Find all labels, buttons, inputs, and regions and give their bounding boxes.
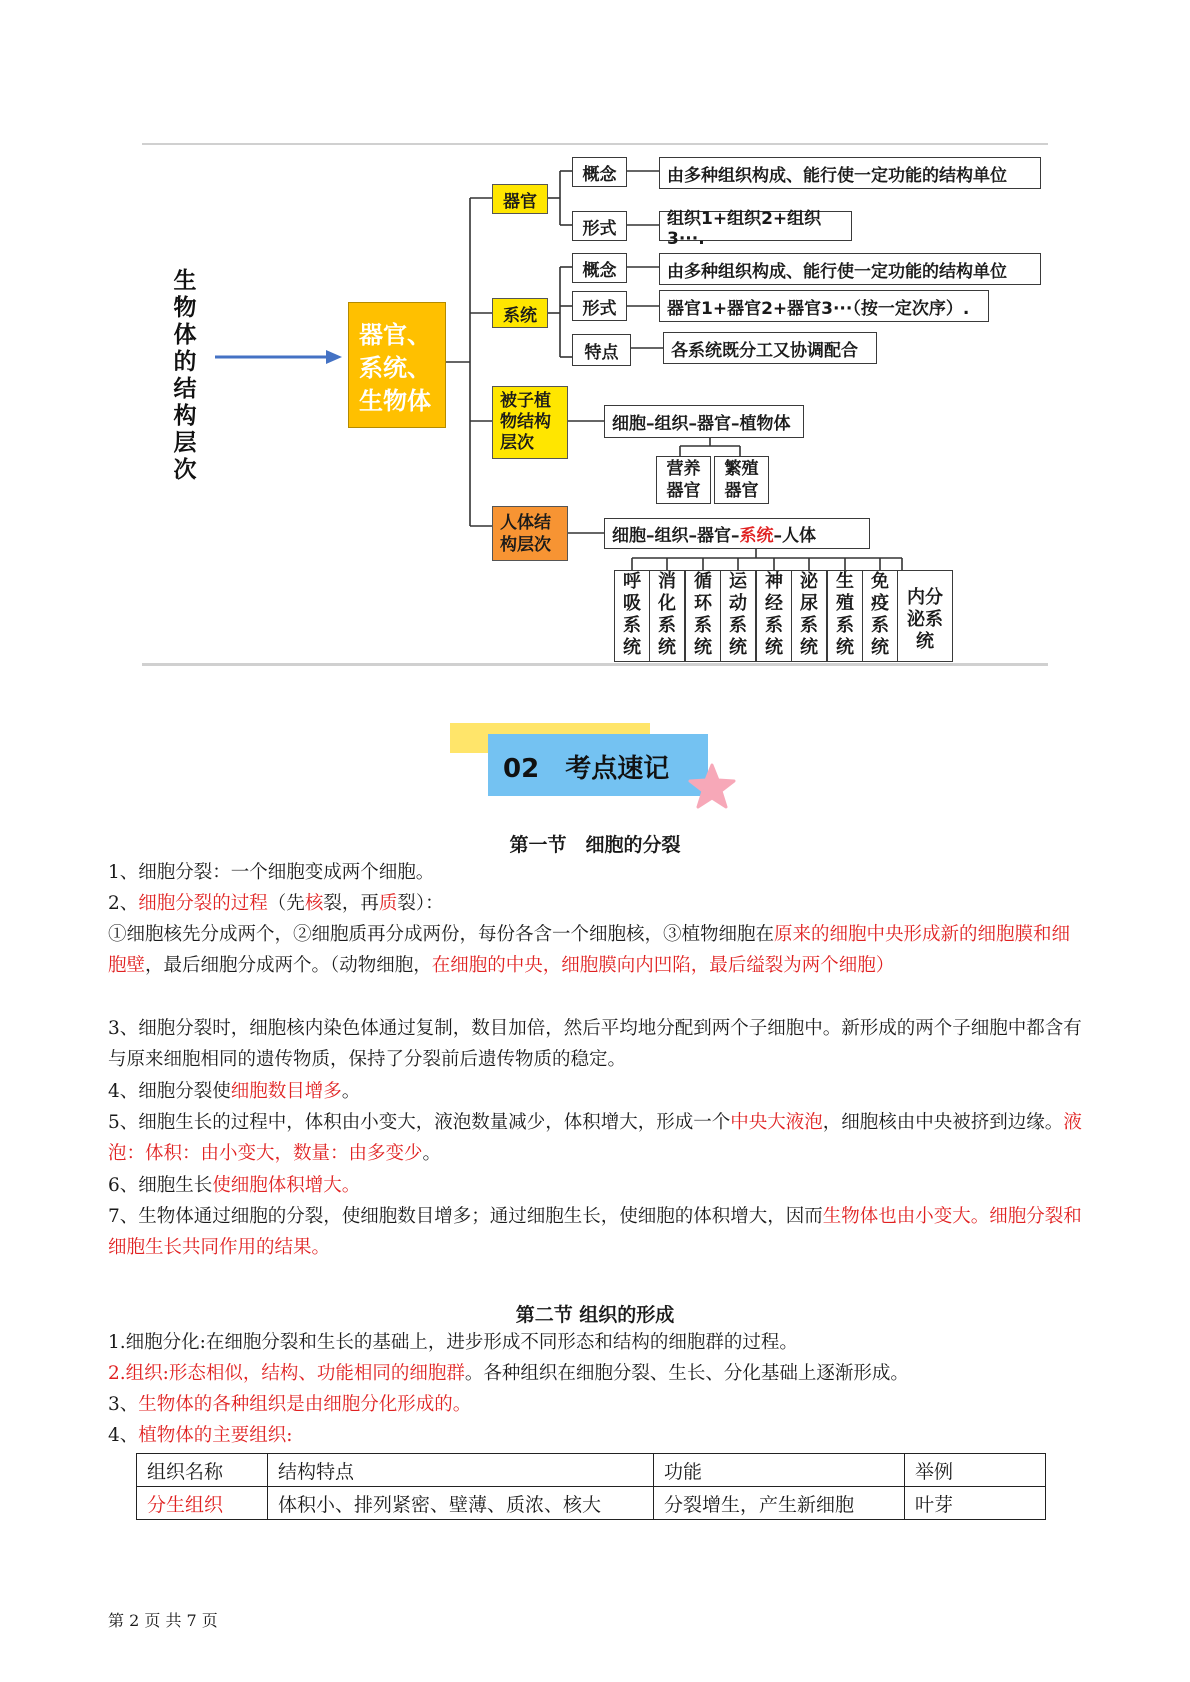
system-form-label: 形式 (572, 291, 627, 321)
s2-p1: 1.细胞分化:在细胞分裂和生长的基础上，进步形成不同形态和结构的细胞群的过程。 (108, 1332, 798, 1353)
star-icon (688, 763, 736, 811)
human-box: 人体结构层次 (492, 506, 568, 561)
s1-p7: 6、细胞生长使细胞体积增大。 (108, 1175, 361, 1196)
organ-form-label: 形式 (572, 211, 627, 241)
s2-p3: 3、生物体的各种组织是由细胞分化形成的。 (108, 1394, 472, 1415)
s1-p2: 2、细胞分裂的过程（先核裂，再质裂）： (108, 893, 444, 914)
s2-p4: 4、植物体的主要组织: (108, 1425, 293, 1446)
plant-box: 被子植物结构层次 (492, 386, 568, 459)
section1-title: 第一节 细胞的分裂 (509, 834, 681, 856)
organ-box: 器官 (492, 184, 548, 214)
system-urinary: 泌 尿 系 统 (791, 570, 827, 662)
plant-chain: 细胞–组织–器官–植物体 (604, 405, 804, 438)
system-nervous: 神 经 系 统 (756, 570, 792, 662)
banner-title: 02 考点速记 (503, 754, 670, 784)
organ-concept-label: 概念 (572, 157, 627, 187)
organ-concept-text: 由多种组织构成、能行使一定功能的结构单位 (659, 157, 1041, 189)
table-header-row (137, 1454, 1046, 1487)
s1-p4: 3、细胞分裂时，细胞核内染色体通过复制，数目加倍，然后平均地分配到两个子细胞中。新形成的两个子细胞中都含有与原来细胞相同的遗传物质，保持了分裂前后遗传物质的稳定。 (108, 1018, 1082, 1070)
table-header-cell: 组织名称 (137, 1454, 268, 1487)
system-reproductive: 生 殖 系 统 (827, 570, 863, 662)
table-header-cell: 结构特点 (268, 1454, 654, 1487)
system-concept-label: 概念 (572, 253, 627, 283)
s1-p6: 5、细胞生长的过程中，体积由小变大，液泡数量减少，体积增大，形成一个中央大液泡，细胞核由中央被挤到边缘。液泡：体积：由小变大，数量：由多变少。 (108, 1112, 1082, 1164)
system-respiratory: 呼 吸 系 统 (614, 570, 650, 662)
table-header-cell: 举例 (905, 1454, 1046, 1487)
s1-p8: 7、生物体通过细胞的分裂，使细胞数目增多；通过细胞生长，使细胞的体积增大，因而生物体也由小变大。细胞分裂和细胞生长共同作用的结果。 (108, 1206, 1082, 1258)
table-cell: 体积小、排列紧密、壁薄、质浓、核大 (268, 1487, 654, 1520)
plant-reproduction-organ: 繁殖器官 (714, 456, 769, 504)
page-footer: 第 2 页 共 7 页 (108, 1611, 218, 1630)
system-motor: 运 动 系 统 (720, 570, 756, 662)
bottom-divider (142, 663, 1048, 666)
table-cell: 分裂增生，产生新细胞 (654, 1487, 905, 1520)
system-circulatory: 循 环 系 统 (685, 570, 721, 662)
table-cell: 分生组织 (137, 1487, 268, 1520)
center-box: 器官、系统、生物体 (348, 302, 446, 428)
s1-p3: ①细胞核先分成两个，②细胞质再分成两份，每份各含一个细胞核，③植物细胞在原来的细胞中央形成新的细胞膜和细胞壁，最后细胞分成两个。（动物细胞，在细胞的中央，细胞膜向内凹陷，最后缢裂为两个细胞） (108, 924, 1071, 976)
table-header-cell: 功能 (654, 1454, 905, 1487)
system-concept-text: 由多种组织构成、能行使一定功能的结构单位 (659, 253, 1041, 285)
system-digestive: 消 化 系 统 (649, 570, 685, 662)
table-cell: 叶芽 (905, 1487, 1046, 1520)
section2-title: 第二节 组织的形成 (515, 1304, 675, 1326)
system-box: 系统 (492, 298, 548, 328)
system-feature-label: 特点 (572, 334, 631, 366)
human-chain: 细胞–组织–器官– 系统 –人体 (604, 518, 870, 549)
system-immune: 免 疫 系 统 (862, 570, 898, 662)
s1-p1: 1、细胞分裂：一个细胞变成两个细胞。 (108, 862, 435, 883)
system-endocrine: 内分泌系统 (897, 570, 953, 662)
diagram-vertical-title: 生 物 体 的 结 构 层 次 (173, 268, 197, 483)
system-feature-text: 各系统既分工又协调配合 (663, 332, 877, 364)
system-form-text: 器官1+器官2+器官3···（按一定次序）. (659, 290, 989, 322)
s2-p2: 2.组织:形态相似，结构、功能相同的细胞群。各种组织在细胞分裂、生长、分化基础上逐渐形成。 (108, 1363, 909, 1384)
tissue-table (136, 1453, 1046, 1520)
organ-form-text: 组织1+组织2+组织3···. (659, 211, 852, 241)
table-row (137, 1487, 1046, 1520)
plant-nutrition-organ: 营养器官 (656, 456, 711, 504)
s1-p5: 4、细胞分裂使细胞数目增多。 (108, 1081, 361, 1102)
